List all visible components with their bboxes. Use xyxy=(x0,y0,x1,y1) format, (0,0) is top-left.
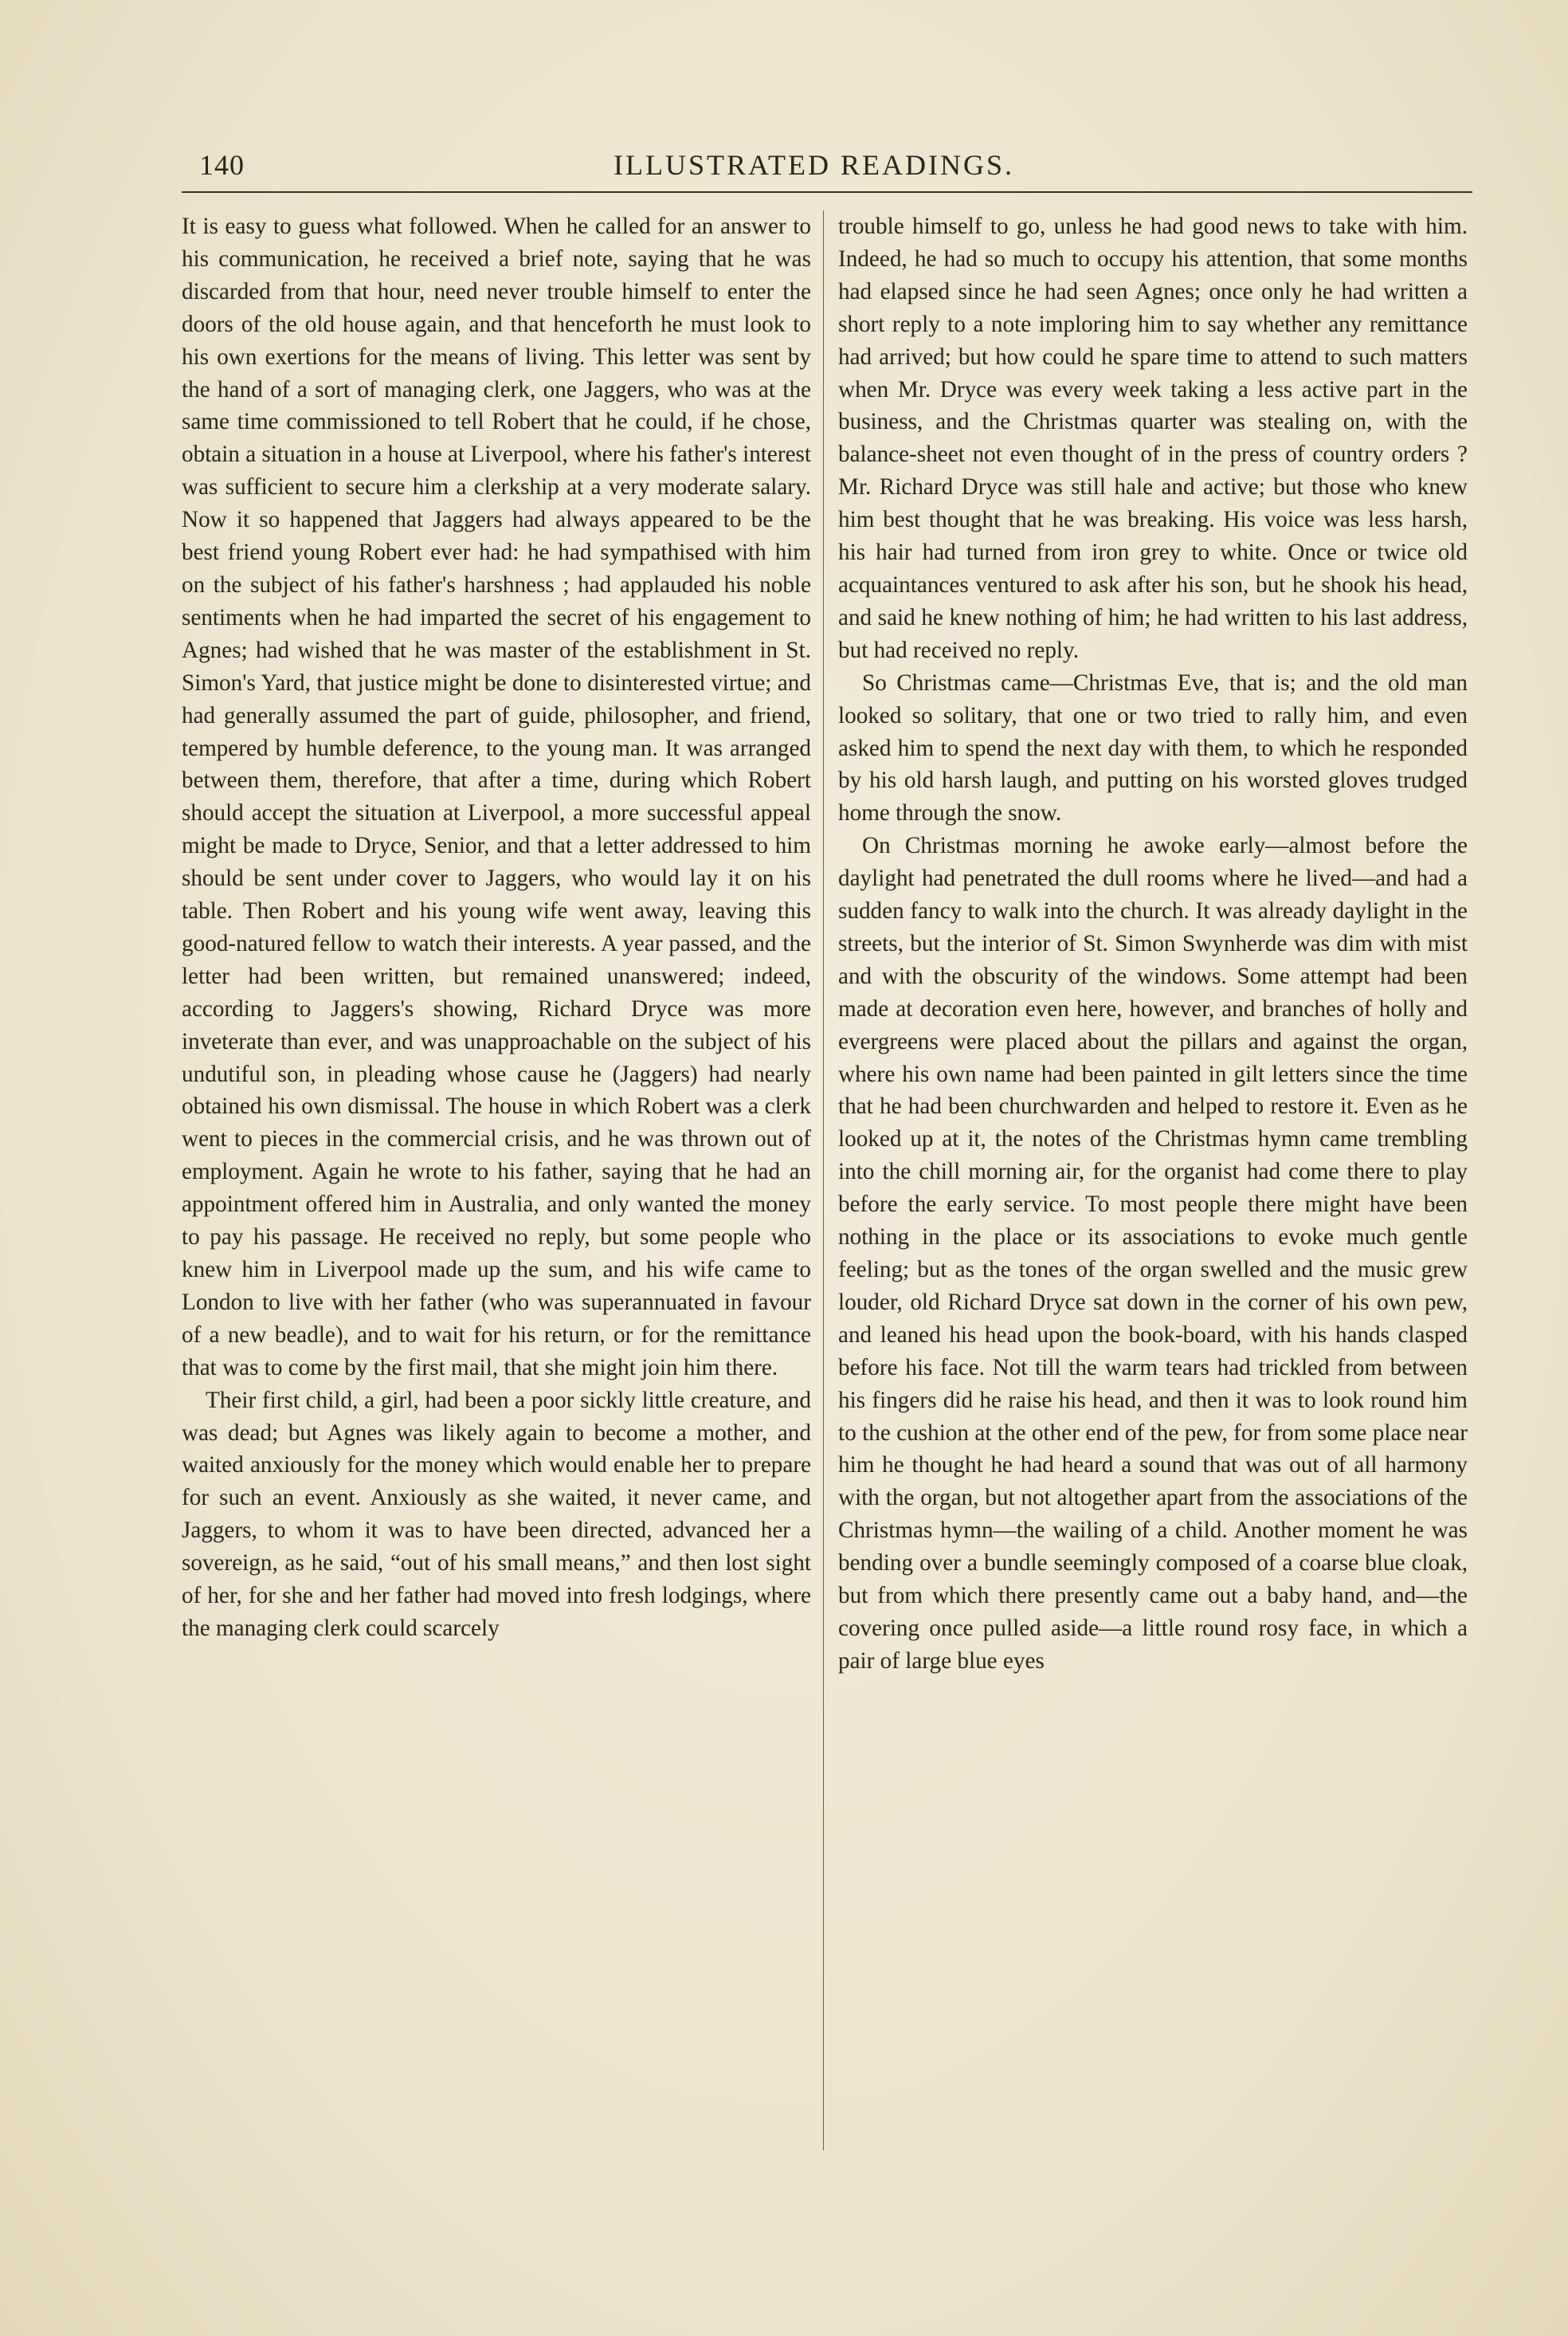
header-rule xyxy=(182,191,1472,193)
left-column xyxy=(182,210,811,1645)
paragraph: On Christmas morning he awoke early—almost before the daylight had penetrated the dull rooms where he lived—and had a sudden fancy to walk into the church. It was already daylight in the streets, but the interior of St. Simon Swynherde was dim with mist and with the obscurity of the windows. Some attempt had been made at decoration even here, however, and branches of holly and evergreens were placed about the pillars and against the organ, where his own name had been painted in gilt letters since the time that he had been churchwarden and helped to restore it. Even as he looked up at it, the notes of the Christmas hymn came trembling into the chill morning air, for the organist had come there to play before the early service. To most people there might have been nothing in the place or its associations to evoke much gentle feeling; but as the tones of the organ swelled and the music grew louder, old Richard Dryce sat down in the corner of his own pew, and leaned his head upon the book-board, with his hands clasped before his face. Not till the warm tears had trickled from between his fingers did he raise his head, and then it was to look round him to the cushion at the other end of the pew, for from some place near him he thought he had heard a sound that was out of all harmony with the organ, but not altogether apart from the associations of the Christmas hymn—the wailing of a child. Another moment he was bending over a bundle seemingly composed of a coarse blue cloak, but from which there presently came out a baby hand, and—the covering once pulled aside—a little round rosy face, in which a pair of large blue eyes xyxy=(838,833,1468,1674)
running-title: ILLUSTRATED READINGS. xyxy=(613,149,1014,181)
right-column xyxy=(838,210,1468,1678)
column-divider xyxy=(823,210,824,2150)
paragraph: It is easy to guess what followed. When he called for an answer to his communication, he received a brief note, saying that he was discarded from that hour, need never trouble himself to enter the doors of the old house again, and that henceforth he must look to his own exertions for the means of living. This letter was sent by the hand of a sort of managing clerk, one Jaggers, who was at the same time commissioned to tell Robert that he could, if he chose, obtain a situation in a house at Liverpool, where his father's interest was sufficient to secure him a clerkship at a very moderate salary. Now it so happened that Jaggers had always appeared to be the best friend young Robert ever had: he had sympathised with him on the subject of his father's harshness ; had applauded his noble sentiments when he had imparted the secret of his engagement to Agnes; had wished that he was master of the establishment in St. Simon's Yard, that justice might be done to disinterested virtue; and had generally assumed the part of guide, philosopher, and friend, tempered by humble deference, to the young man. It was arranged between them, therefore, that after a time, during which Robert should accept the situation at Liverpool, a more successful appeal might be made to Dryce, Senior, and that a letter addressed to him should be sent under cover to Jaggers, who would lay it on his table. Then Robert and his young wife went away, leaving this good-natured fellow to watch their interests. A year passed, and the letter had been written, but remained unanswered; indeed, according to Jaggers's showing, Richard Dryce was more inveterate than ever, and was unapproachable on the subject of his undutiful son, in pleading whose cause he (Jaggers) had nearly obtained his own dismissal. The house in which Robert was a clerk went to pieces in the commercial crisis, and he was thrown out of employment. Again he wrote to his father, saying that he had an appointment offered him in Australia, and only wanted the money to pay his passage. He received no reply, but some people who knew him in Liverpool made up the sum, and his wife came to London to live with her father (who was superannuated in favour of a new beadle), and to wait for his return, or for the remittance that was to come by the first mail, that she might join him there. xyxy=(182,214,811,1380)
paragraph: So Christmas came—Christmas Eve, that is; and the old man looked so solitary, that one or two tried to rally him, and even asked him to spend the next day with them, to which he responded by his old harsh laugh, and putting on his worsted gloves trudged home through the snow. xyxy=(838,669,1468,826)
paragraph: Their first child, a girl, had been a poor sickly little creature, and was dead; but Agnes was likely again to become a mother, and waited anxiously for the money which would enable her to prepare for such an event. Anxiously as she waited, it never came, and Jaggers, to whom it was to have been directed, advanced her a sovereign, as he said, “out of his small means,” and then lost sight of her, for she and her father had moved into fresh lodgings, where the managing clerk could scarcely xyxy=(182,1387,811,1641)
paragraph: trouble himself to go, unless he had good news to take with him. Indeed, he had so much to occupy his attention, that some months had elapsed since he had seen Agnes; once only he had written a short reply to a note imploring him to say whether any remittance had arrived; but how could he spare time to attend to such matters when Mr. Dryce was every week taking a less active part in the business, and the Christmas quarter was stealing on, with the balance-sheet not even thought of in the press of country orders ? Mr. Richard Dryce was still hale and active; but those who knew him best thought that he was breaking. His voice was less harsh, his hair had turned from iron grey to white. Once or twice old acquaintances ventured to ask after his son, but he shook his head, and said he knew nothing of him; he had written to his last address, but had received no reply. xyxy=(838,214,1468,663)
page-number: 140 xyxy=(199,149,245,181)
page-header xyxy=(199,148,1474,188)
